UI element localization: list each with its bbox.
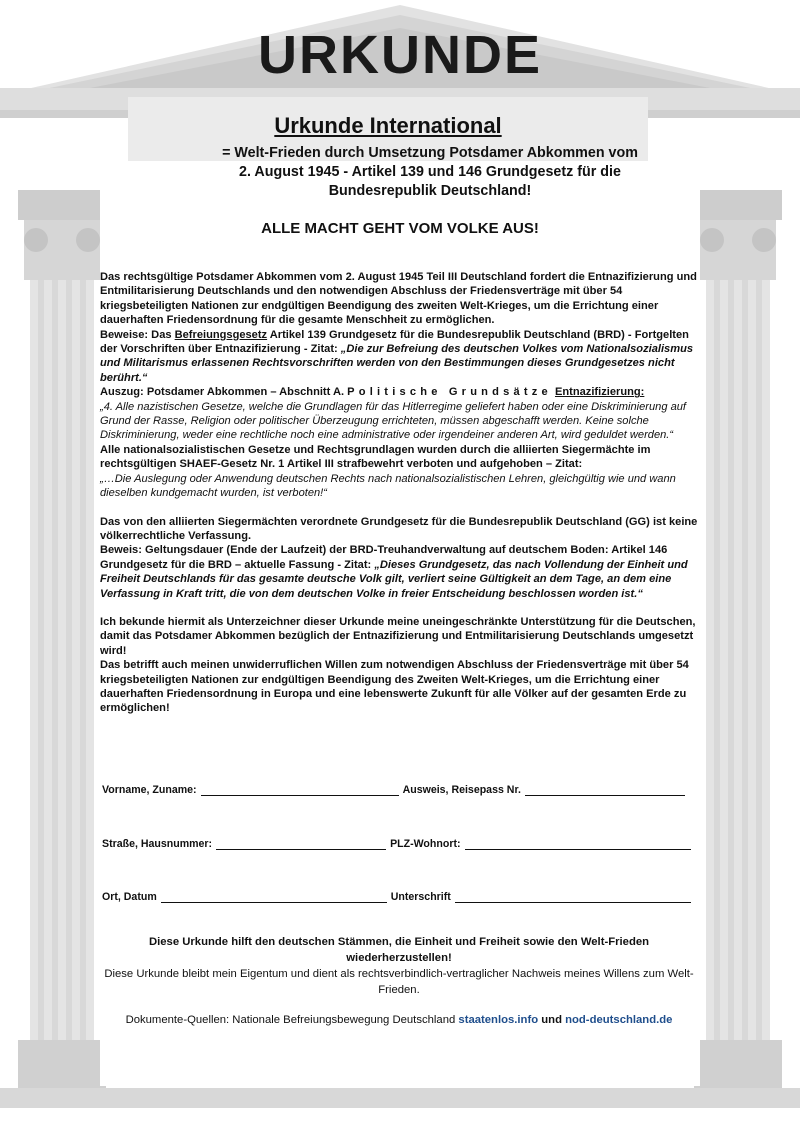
tagline-line: = Welt-Frieden durch Umsetzung Potsdamer Abkommen vom [222,145,638,161]
paragraph: Das betrifft auch meinen unwiderruflichen Willen zum notwendigen Abschluss der Friedensverträge mit über 54 kriegsbeteiligten Nationen zur endgültigen Beendigung des Zweiten Welt-Krieges, um die Errichtung einer dauerhaften Friedensordnung in Europa und eine lebenswerte Zukunft für alle Völker auf der gesamten Erde zu ermöglichen! [100,659,689,715]
paragraph: Alle nationalsozialistischen Gesetze und Rechtsgrundlagen wurden durch die alliierten Siegermächte im rechtsgültigen SHAEF-Gesetz Nr. 1 Artikel III strafbewehrt verboten und aufgehoben – Zitat: [100,443,651,471]
name-label: Vorname, Zuname: [102,784,197,796]
form-row-signature [102,891,700,903]
subtitle: Urkunde International [274,113,502,138]
place-date-field[interactable] [161,892,387,903]
street-label: Straße, Hausnummer: [102,838,213,850]
paragraph: Beweise: Das Befreiungsgesetz Artikel 139 Grundgesetz für die Bundesrepublik Deutschland (BRD) - Fortgelten der Vorschriften über Entnazifizierung - Zitat: „Die zur Befreiung des deutschen Volkes vom Nationalsozialismus und Militarismus erlassenen Rechtsvorschriften werden von den Bestimmungen dieses Grundgesetzes nicht berührt.“ [100,328,694,384]
tagline [180,144,680,201]
motto: ALLE MACHT GEHT VOM VOLKE AUS! [261,220,539,237]
quote: „4. Alle nazistischen Gesetze, welche die Grundlagen für das Hitlerregime geliefert haben oder eine Diskriminierung auf Grund der Rasse, Religion oder politischer Überzeugung errichteten, müssen abgeschafft werden. Keine solche Diskriminierung, weder eine rechtliche noch eine administrative oder irgendeiner anderen Art, wird geduldet werden.“ [100,400,687,442]
tagline-line: Bundesrepublik Deutschland! [328,183,532,199]
paragraph: Ich bekunde hiermit als Unterzeichner dieser Urkunde meine uneingeschränkte Unterstützung für die Deutschen, damit das Potsdamer Abkommen bezüglich der Entnazifizierung und Entmilitarisierung Deutschlands umgesetzt wird! [100,615,696,657]
paragraph: Beweis: Geltungsdauer (Ende der Laufzeit) der BRD-Treuhandverwaltung auf deutschem Boden: Artikel 146 Grundgesetz für die BRD – aktuelle Fassung - Zitat: „Dieses Grundgesetz, das nach Vollendung der Einheit und Freiheit Deutschlands für das gesamte deutsche Volk gilt, verliert seine Gültigkeit an dem Tage, an dem eine Verfassung in Kraft tritt, die von dem deutschen Volke in freier Entscheidung beschlossen worden ist.“ [100,544,688,600]
link-staatenlos[interactable]: staatenlos.info [458,1014,539,1026]
sources: Dokumente-Quellen: Nationale Befreiungsbewegung Deutschland staatenlos.info und nod-deutschland.de [125,1014,673,1026]
footer-statement: Diese Urkunde hilft den deutschen Stämmen, die Einheit und Freiheit sowie den Welt-Frieden wiederherzustellen! [148,936,650,964]
street-field[interactable] [216,839,386,850]
form-row-address [102,838,700,850]
place-date-label: Ort, Datum [102,891,157,903]
signature-field[interactable] [455,892,691,903]
footer [100,934,698,1028]
paragraph: Das von den alliierten Siegermächten verordnete Grundgesetz für die Bundesrepublik Deutschland (GG) ist keine völkerrechtliche Verfassung. [100,515,698,542]
name-field[interactable] [201,785,399,796]
form-row-name [102,784,700,796]
document-title: URKUNDE [258,25,542,85]
id-field[interactable] [525,785,685,796]
paragraph: Auszug: Potsdamer Abkommen – Abschnitt A. Politische Grundsätze Entnazifizierung: [100,386,645,399]
paragraph: Das rechtsgültige Potsdamer Abkommen vom 2. August 1945 Teil III Deutschland fordert die Entnazifizierung und Entmilitarisierung Deutschlands und den notwendigen Abschluss der Friedensverträge mit über 54 kriegsbeteiligten Nationen zur endgültigen Beendigung des zweiten Welt-Krieges, um die Errichtung einer dauerhaften Friedensordnung für die gesamte Menschheit zu ermöglichen. [100,271,697,327]
zip-label: PLZ-Wohnort: [390,838,461,850]
zip-field[interactable] [465,839,691,850]
signature-label: Unterschrift [390,891,451,903]
id-label: Ausweis, Reisepass Nr. [402,784,521,796]
quote: „…Die Auslegung oder Anwendung deutschen Rechts nach nationalsozialistischen Lehren, gleichgültig wie und wann dieselben kundgemacht wurden, ist verboten!“ [100,472,676,500]
document-body [100,270,698,716]
tagline-line: 2. August 1945 - Artikel 139 und 146 Grundgesetz für die [239,164,621,180]
footer-note: Diese Urkunde bleibt mein Eigentum und dient als rechtsverbindlich-vertraglicher Nachweis meines Willens zum Welt-Frieden. [104,968,694,996]
link-nod-deutschland[interactable]: nod-deutschland.de [565,1014,673,1026]
